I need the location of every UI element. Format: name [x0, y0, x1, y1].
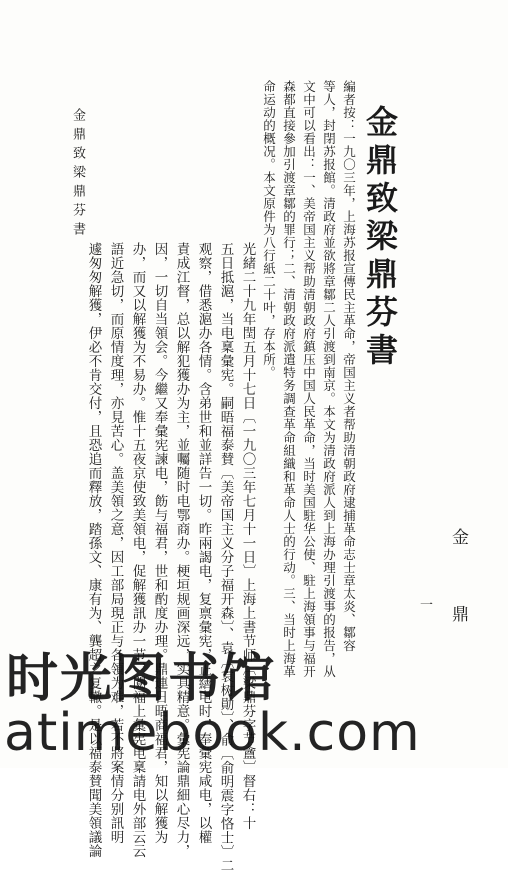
running-head: 金鼎致梁鼎芬書: [70, 108, 85, 241]
body-line-2: 五日抵滬，当电稟彙宪。嗣晤福泰賛〔美帝国主义分子福开森〕、袁〔袁树勛〕、俞〔俞明震字恪士〕二: [217, 242, 234, 873]
body-line-1: 光緒二十九年閏五月十七日〔一九〇三年七月十一日〕上海上書节师〔梁鼎芬字节盦〕督右：十: [239, 242, 256, 830]
editor-note-line-4: 森都直接參加引渡章鄒的罪行；二、清朝政府派遣特务調查革命組織和革命人士的行动。三、当时上海革: [281, 80, 297, 678]
body-line-7: 語近急切，而原情度理，亦見苦心。盖美領之意，因工部局現正与各領为难，若不將案情分别訊明: [107, 242, 124, 844]
editor-note-line-1: 編者按：一九〇三年，上海苏报宣傳民主革命，帝国主义者帮助清朝政府逮捕革命志士章太炎、鄒容: [341, 80, 357, 652]
watermark-chinese: 时光图书馆: [6, 649, 277, 709]
body-line-5: 因，一切自当領会。今繼又奉彙宪諫电，飭与福君，世和酌度办理。鼎連日晤商福君，知以解獲为: [151, 242, 168, 844]
page-number: 一: [420, 598, 434, 613]
body-line-3: 观察，借悉滬办各情。含弟世和並詳告一切。昨兩謁电，复禀彙宪，正繕电时，奉彙宪咸电，以權: [195, 242, 212, 844]
editor-note-line-5: 命运动的概况。本文原件为八行紙二十叶，存本所。: [261, 80, 277, 379]
body-line-8: 遽匆匆解獲，伊必不肯交付，且恐追而釋放，踏孫文、康有为、龔超之复轍。是以福泰賛聞美領議論: [85, 242, 102, 858]
document-title: 金鼎致梁鼎芬書: [361, 105, 399, 371]
body-line-4: 責成江督，总以解犯獲办为主，並囑随时电鄂商办。梗垣规画深远，实具精意。彙宪論鼎細心尽力，: [173, 242, 190, 858]
body-line-6: 办，而又以解獲为不易办。惟十五夜京使致美領电，促解獲訊办一节，閱福上彙宪电稟請电外部云云: [129, 242, 146, 858]
editor-note-line-3: 文中可以看出：一、美帝国主义帮助清朝政府鎮压中国人民革命，当时美国駐华公使、駐上海領事与福开: [301, 80, 317, 678]
editor-note-line-2: 等人，封閉苏报館。清政府並欲將章鄒二人引渡到南京。本文为清政府派人到上海办理引渡事的报告，从: [321, 80, 337, 678]
watermark-english: atimebook.com: [4, 703, 421, 763]
author-name: 金 鼎: [448, 528, 468, 642]
